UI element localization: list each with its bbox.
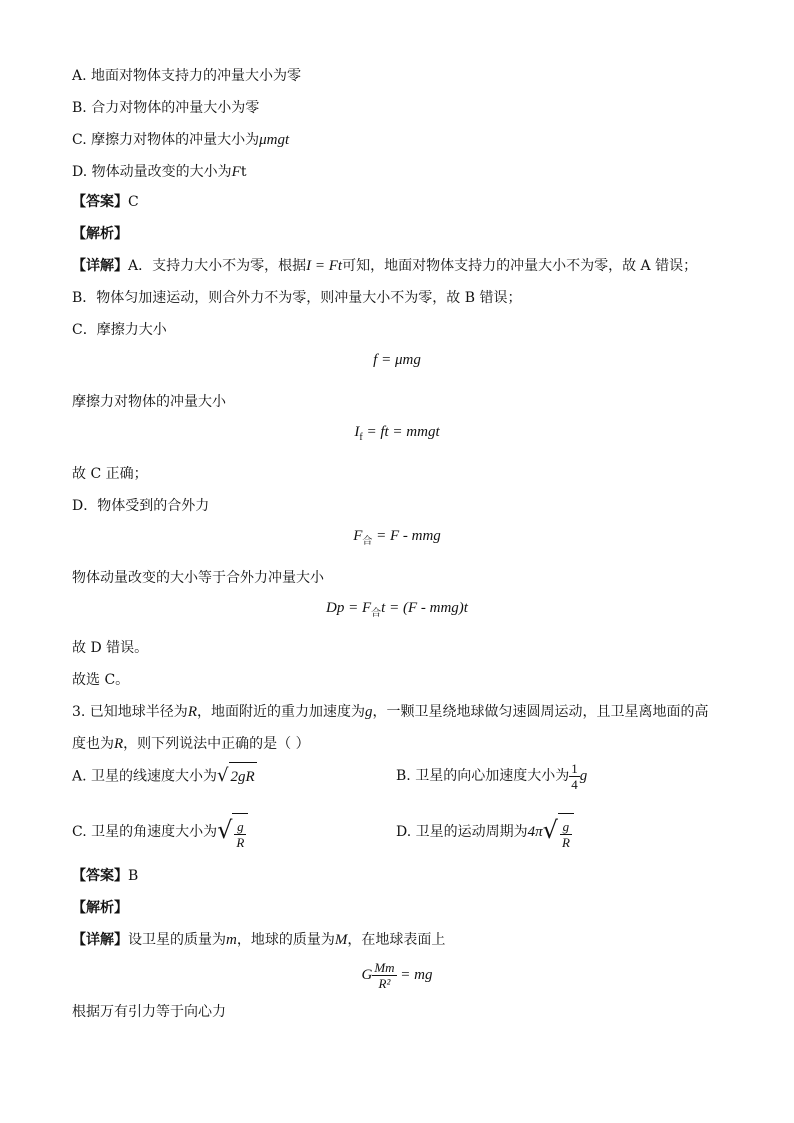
sqrt-2gR: √ 2gR xyxy=(217,762,257,791)
q3-option-b-g: g xyxy=(579,768,588,784)
q2-answer xyxy=(72,192,139,212)
q2-detail-c2: 摩擦力对物体的冲量大小 xyxy=(72,394,226,410)
q3-stem-line2 xyxy=(72,734,310,754)
q3-detail-post: ，在地球表面上 xyxy=(347,932,446,948)
q3-last-line: 根据万有引力等于向心力 xyxy=(72,1004,226,1020)
q2-option-c xyxy=(72,130,289,150)
q2-detail-tag: 【详解】 xyxy=(72,258,128,274)
eq4-sub: 合 xyxy=(371,608,382,619)
q3-stem1-c: ，一颗卫星绕地球做匀速圆周运动，且卫星离地面的高 xyxy=(372,704,709,720)
q2-detail-c1: C．摩擦力大小 xyxy=(72,322,167,338)
q2-detail-d1: D．物体受到的合外力 xyxy=(72,498,210,514)
eq3-sub: 合 xyxy=(362,536,373,547)
q2-answer-value: C xyxy=(128,194,139,210)
q3-stem2-b: ，则下列说法中正确的是（ ） xyxy=(123,736,310,752)
q3-d-den: R xyxy=(561,834,570,850)
equation-momentum-change xyxy=(0,600,794,619)
q2-option-a: A. 地面对物体支持力的冲量大小为零 xyxy=(72,68,302,84)
q2-analysis-tag: 【解析】 xyxy=(72,226,128,242)
eq2-rhs: = ft = mmgt xyxy=(362,424,440,440)
q3-stem2-a: 度也为 xyxy=(72,736,114,752)
q2-detail-a-math: I = Ft xyxy=(306,258,343,274)
q3-detail-mid: ，地球的质量为 xyxy=(236,932,335,948)
eq3-lhs: F xyxy=(353,528,363,544)
q2-detail-d3: 故 D 错误。 xyxy=(72,640,149,656)
q3-stem1-a: 3. 已知地球半径为 xyxy=(72,704,188,720)
eq5-den: R² xyxy=(378,976,391,992)
q2-detail-a-pre: A．支持力大小不为零，根据 xyxy=(128,258,307,274)
q3-option-d xyxy=(396,810,574,854)
q2-conclusion: 故选 C。 xyxy=(72,672,130,688)
q3-detail-pre: 设卫星的质量为 xyxy=(128,932,226,948)
q3-c-den: R xyxy=(236,834,245,850)
q3-answer-tag: 【答案】 xyxy=(72,868,128,884)
eq3-rhs: = F - mmg xyxy=(372,528,441,544)
q3-detail xyxy=(72,930,445,950)
q2-option-c-math: μmgt xyxy=(259,132,290,148)
sqrt-g-over-R-rad xyxy=(232,813,248,854)
q3-stem1-b: ，地面附近的重力加速度为 xyxy=(196,704,365,720)
eq2-lhs: I xyxy=(354,424,360,440)
frac-one-quarter-den: 4 xyxy=(571,776,578,792)
q3-stem-line1 xyxy=(72,702,708,722)
sqrt-g-over-R-d-rad xyxy=(558,813,574,854)
q2-option-d xyxy=(72,162,246,182)
q3-c-num: g xyxy=(234,819,246,835)
sqrt-g-over-R-d: √ $\frac{g}{R}$ xyxy=(543,810,574,854)
q3-analysis-tag: 【解析】 xyxy=(72,900,128,916)
eq2-sub: f xyxy=(359,432,363,443)
q3-option-b-text: B. 卫星的向心加速度大小为 xyxy=(396,768,570,784)
q3-option-c xyxy=(72,810,248,854)
q2-option-d-math: F xyxy=(231,164,241,180)
eq4-b: t = (F - mmg)t xyxy=(381,600,468,616)
equation-friction: f = μmg xyxy=(373,352,421,368)
q3-option-b xyxy=(396,756,587,796)
q2-answer-tag: 【答案】 xyxy=(72,194,128,210)
equation-friction-impulse xyxy=(0,424,794,443)
q2-detail-a-post: 可知，地面对物体支持力的冲量大小不为零，故 A 错误； xyxy=(342,258,698,274)
q3-option-d-coef: 4π xyxy=(527,824,543,840)
q2-option-c-text: C. 摩擦力对物体的冲量大小为 xyxy=(72,132,260,148)
sqrt-g-over-R: √ $\frac{g}{R}$ xyxy=(217,810,248,854)
eq5-rhs: = mg xyxy=(396,967,433,983)
eq5-frac xyxy=(372,960,396,991)
q3-d-num: g xyxy=(560,819,572,835)
eq4-a: Dp = F xyxy=(326,600,372,616)
q3-detail-tag: 【详解】 xyxy=(72,932,128,948)
q2-detail-d2: 物体动量改变的大小等于合外力冲量大小 xyxy=(72,570,324,586)
q3-option-a-text: A. 卫星的线速度大小为 xyxy=(72,768,218,785)
q3-option-a xyxy=(72,762,257,791)
q3-stem1-g: g xyxy=(364,704,373,720)
frac-one-quarter xyxy=(569,761,580,792)
q2-detail-b: B．物体匀加速运动，则合外力不为零，则冲量大小不为零，故 B 错误； xyxy=(72,290,522,306)
equation-net-force xyxy=(0,528,794,547)
eq5-num: Mm xyxy=(374,960,395,976)
q2-detail-c3: 故 C 正确； xyxy=(72,466,148,482)
q3-detail-M: M xyxy=(334,932,348,948)
sqrt-2gR-radicand: 2gR xyxy=(229,762,257,791)
q2-detail-a xyxy=(72,256,697,276)
q3-option-c-text: C. 卫星的角速度大小为 xyxy=(72,824,218,840)
equation-gravity-surface xyxy=(0,956,794,994)
q2-option-d-text: D. 物体动量改变的大小为 xyxy=(72,164,232,180)
q3-option-d-text: D. 卫星的运动周期为 xyxy=(396,824,528,840)
eq5-G: G xyxy=(361,967,373,983)
frac-one-quarter-num: 1 xyxy=(571,760,578,776)
q3-answer xyxy=(72,866,138,886)
q2-option-b: B. 合力对物体的冲量大小为零 xyxy=(72,100,260,116)
q3-answer-value: B xyxy=(128,868,139,884)
q3-detail-m: m xyxy=(226,932,237,948)
q3-stem2-R: R xyxy=(114,736,124,752)
q3-stem1-R: R xyxy=(187,704,197,720)
q2-option-d-tail: t xyxy=(240,164,247,180)
